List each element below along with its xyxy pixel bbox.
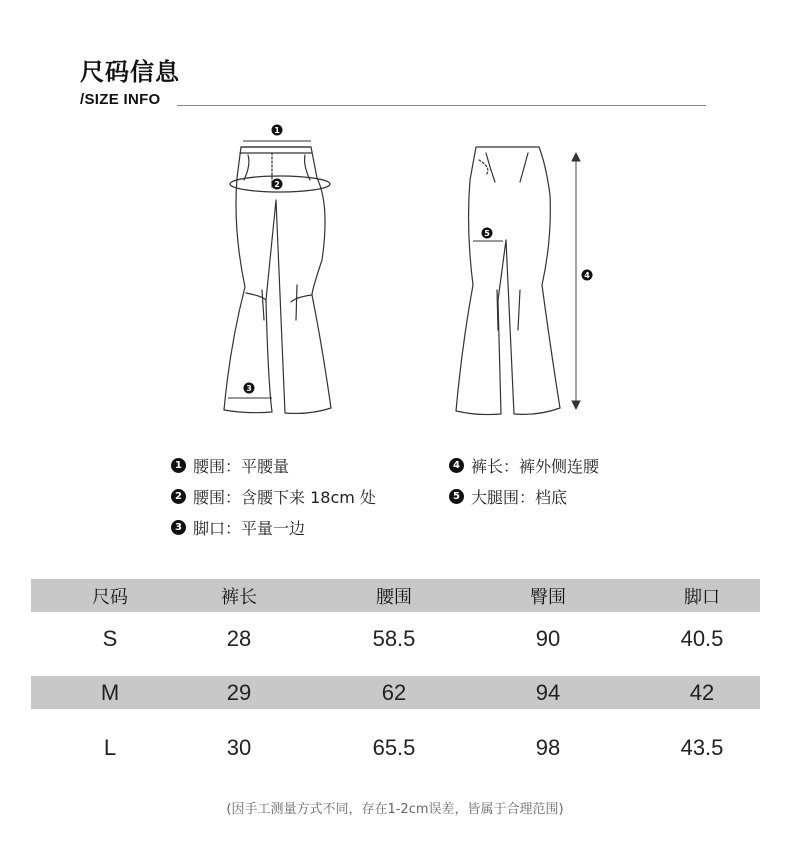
cell-waist: 58.5 [372, 626, 416, 651]
svg-text:5: 5 [484, 229, 490, 238]
header-waist: 腰围 [376, 586, 412, 608]
table-row [31, 730, 760, 766]
svg-text:2: 2 [274, 180, 280, 189]
legend-label: 腰围：平腰量 [193, 457, 290, 476]
measurement-disclaimer: (因手工测量方式不同，存在1-2cm误差，皆属于合理范围) [226, 802, 564, 817]
table-row [31, 676, 760, 709]
back-pants-drawing [456, 147, 560, 415]
svg-text:4: 4 [584, 271, 590, 280]
cell-size: L [103, 735, 117, 760]
cell-waist: 62 [381, 679, 407, 705]
marker-3 [244, 383, 255, 394]
legend-number: 3 [171, 520, 186, 535]
legend-item [449, 485, 567, 508]
cell-length: 28 [226, 626, 252, 651]
header-length: 裤长 [221, 586, 257, 608]
marker-2 [272, 179, 283, 190]
legend-number: 4 [449, 458, 464, 473]
cell-hip: 90 [535, 626, 561, 651]
marker-1 [272, 125, 283, 136]
legend-number: 5 [449, 489, 464, 504]
marker-5 [482, 228, 493, 239]
legend-label: 脚口：平量一边 [193, 519, 306, 538]
cell-size: M [100, 679, 120, 705]
cell-hem: 43.5 [680, 735, 724, 760]
cell-hem: 40.5 [680, 626, 724, 651]
cell-size: S [102, 626, 118, 651]
legend-number: 1 [171, 458, 186, 473]
cell-length: 30 [226, 735, 252, 760]
legend-label: 裤长：裤外侧连腰 [471, 457, 600, 476]
legend-label: 腰围：含腰下来 18cm 处 [193, 488, 376, 507]
legend-item [449, 454, 599, 477]
header-hip: 臀围 [530, 586, 566, 608]
cell-waist: 65.5 [372, 735, 416, 760]
cell-hip: 94 [535, 679, 561, 705]
legend-item [171, 485, 376, 508]
cell-length: 29 [226, 679, 252, 705]
legend-label: 大腿围：档底 [471, 488, 568, 507]
svg-text:1: 1 [274, 126, 280, 135]
legend-item [171, 516, 305, 539]
legend-number: 2 [171, 489, 186, 504]
marker-4 [582, 270, 593, 281]
legend-item [171, 454, 289, 477]
cell-hem: 42 [689, 679, 715, 705]
page-subtitle: /SIZE INFO [80, 91, 161, 108]
cell-hip: 98 [535, 735, 561, 760]
svg-text:3: 3 [246, 384, 252, 393]
table-row [31, 621, 760, 657]
header-size: 尺码 [92, 586, 128, 608]
page-title: 尺码信息 [80, 58, 180, 86]
header-hem: 脚口 [684, 586, 720, 608]
table-header-row [31, 579, 760, 612]
